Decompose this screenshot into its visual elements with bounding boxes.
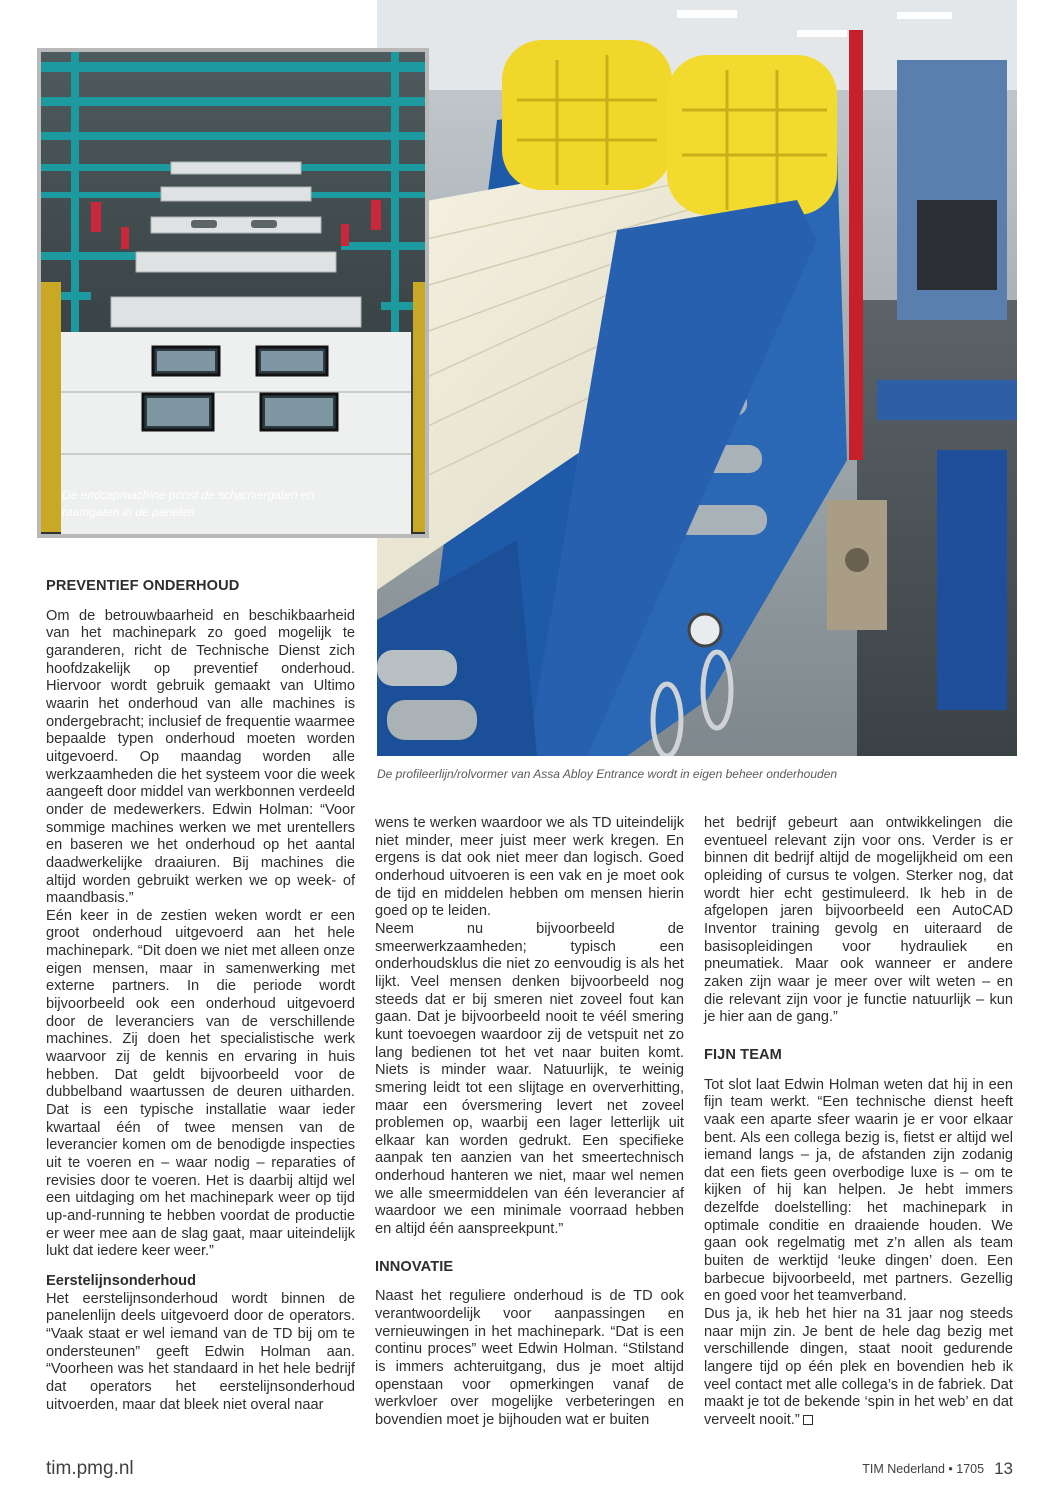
paragraph: Naast het reguliere onderhoud is de TD ook verantwoordelijk voor aanpassingen en vernieuwingen in het machinepark. “Dat is een continu proces” weet Edwin Holman. “Stilstand is immers achteruitgang, dus je moet altijd openstaan voor opmerkingen vanaf de werkvloer over mogelijke verbeteringen en bovendien moet je bijhouden wat er buiten (375, 1288, 684, 1428)
footer-publication-info (862, 1459, 1013, 1479)
photo-roll-former (377, 0, 1017, 756)
left-column (46, 578, 355, 1414)
paragraph-last-text: Dus ja, ik heb het hier na 31 jaar nog steeds naar mijn zin. Je bent de hele dag bezig met verschillende dingen, staat nooit gedurende langere tijd op één plek en bovendien heb ik veel contact met alle collega’s in de fabriek. Dat maakt je tot de bekende ‘spin in het web’ en dat verveelt nooit.” (704, 1306, 1013, 1428)
paragraph: Om de betrouwbaarheid en beschikbaarheid van het machinepark zo goed mogelijk te garanderen, richt de Technische Dienst zich hoofdzakelijk op preventief onderhoud. Hiervoor wordt gebruik gemaakt van Ultimo waarin het onderhoud van alle machines is ondergebracht; inclusief de frequentie waarmee bepaalde typen onderhoud moeten worden uitgevoerd. Op maandag worden alle werkzaamheden die het systeem voor die week aangeeft door middel van werkbonnen verdeeld onder de medewerkers. Edwin Holman: “Voor sommige machines werken we met urentellers en baseren we het onderhoud op het aantal daadwerkelijke draaiuren. Bij machines die altijd worden gebruikt werken we op week- of maandbasis.” (46, 607, 355, 907)
main-photo-caption: De profileerlijn/rolvormer van Assa Abloy Entrance wordt in eigen beheer onderhouden (377, 767, 838, 781)
paragraph: wens te werken waardoor we als TD uiteindelijk niet minder, meer juist meer werk kregen. En ergens is dat ook niet meer dan logisch. Goed onderhoud uitvoeren is een vak en je moet ook de tijd en middelen hebben om mensen hierin goed op te leiden. (375, 815, 684, 920)
end-of-article-icon (803, 1415, 813, 1425)
paragraph: Tot slot laat Edwin Holman weten dat hij in een fijn team werkt. “Een technische dienst heeft vaak een aparte sfeer waarin je er voor elkaar bent. Als een collega bezig is, fietst er altijd wel iemand langs – ja, de afstanden zijn zodanig dat een fiets geen overbodige luxe is – om te kijken of hij kan helpen. Je hebt immers dezelfde doelstelling: het machinepark in optimale conditie en draaiende houden. We gaan ook regelmatig met z’n allen als team buiten de werktijd ‘leuke dingen’ doen. Een barbecue bijvoorbeeld, met partners. Gezellig en goed voor het teamverband. (704, 1076, 1013, 1305)
page-number: 13 (994, 1459, 1013, 1478)
paragraph: Eén keer in de zestien weken wordt er een groot onderhoud uitgevoerd aan het hele machinepark. “Dit doen we niet met alleen onze eigen mensen, maar in samenwerking met externe partners. In die periode wordt bijvoorbeeld ook een onderhoud uitgevoerd door de leveranciers van de verschillende machines. Zij doen het specialistische werk waarvoor zij de kennis en ervaring in huis hebben. Dat geldt bijvoorbeeld voor de dubbelband waartussen de deuren uitharden. Dat is een typische installatie waar ieder kwartaal één of twee mensen van de leverancier komen om de benodigde inspecties uit te voeren en – waar nodig – reparaties of revisies door te voeren. Het is daarbij altijd wel een uitdaging om het machinepark weer op tijd up-and-running te hebben voordat de productie er weer mee aan de slag gaat, maar uiteindelijk lukt dat iedere keer weer.” (46, 907, 355, 1260)
subheading-eerstelijnsonderhoud: Eerstelijnsonderhoud (46, 1272, 197, 1289)
heading-innovatie: INNOVATIE (375, 1258, 454, 1275)
inset-photo-caption: De endcapmachine ponst de scharniergaten en raamgaten in de panelen (62, 488, 315, 520)
paragraph: het bedrijf gebeurt aan ontwikkelingen die eventueel relevant zijn voor ons. Verder is er binnen dit bedrijf altijd de mogelijkheid om een opleiding of cursus te volgen. Sterker nog, dat wordt hier echt gestimuleerd. Ik heb in de afgelopen jaren bijvoorbeeld een AutoCAD Inventor training gevolg en uiteraard de basisopleidingen voor hydrauliek en pneumatiek. Maar ook wanneer er andere zaken zijn waar je meer over wilt weten – en die relevant zijn voor je functie natuurlijk – kun je hier aan de gang.” (704, 815, 1013, 1026)
photo-endcap-machine (41, 52, 425, 534)
middle-column (375, 815, 684, 1430)
paragraph-last (704, 1306, 1013, 1430)
footer-website-link[interactable]: tim.pmg.nl (46, 1458, 134, 1479)
publication-name: TIM Nederland • 1705 (862, 1462, 985, 1476)
right-column (704, 815, 1013, 1430)
heading-fijn-team: FIJN TEAM (704, 1046, 782, 1063)
heading-preventief-onderhoud: PREVENTIEF ONDERHOUD (46, 578, 240, 594)
paragraph: Het eerstelijnsonderhoud wordt binnen de panelenlijn deels uitgevoerd door de operators. “Vaak staat er wel iemand van de TD bij om te ondersteunen” geeft Edwin Holman aan. “Voorheen was het standaard in het hele bedrijf dat operators het eerstelijnsonderhoud uitvoerden, maar dat bleek niet overal naar (46, 1290, 355, 1413)
paragraph: Neem nu bijvoorbeeld de smeerwerkzaamheden; typisch een onderhoudsklus die niet zo eenvoudig is als het lijkt. Veel mensen denken bijvoorbeeld nog steeds dat er bij smeren niet zoveel fout kan gaan. Dat je bijvoorbeeld nooit te véél smering kunt toevoegen waardoor zij de vetspuit net zo lang bedienen tot het vet naar buiten komt. Niets is minder waar. Natuurlijk, te weinig smering leidt tot een slijtage en oververhitting, maar een óversmering levert net zoveel problemen op, waarbij een lager letterlijk uit elkaar kan worden gedrukt. Een specifieke aanpak ten aanzien van het smeertechnisch onderhoud hanteren we niet, maar wel nemen we alle smeermiddelen van één leverancier af waardoor we een minimale voorraad hebben en altijd één aanspreekpunt.” (375, 920, 684, 1238)
